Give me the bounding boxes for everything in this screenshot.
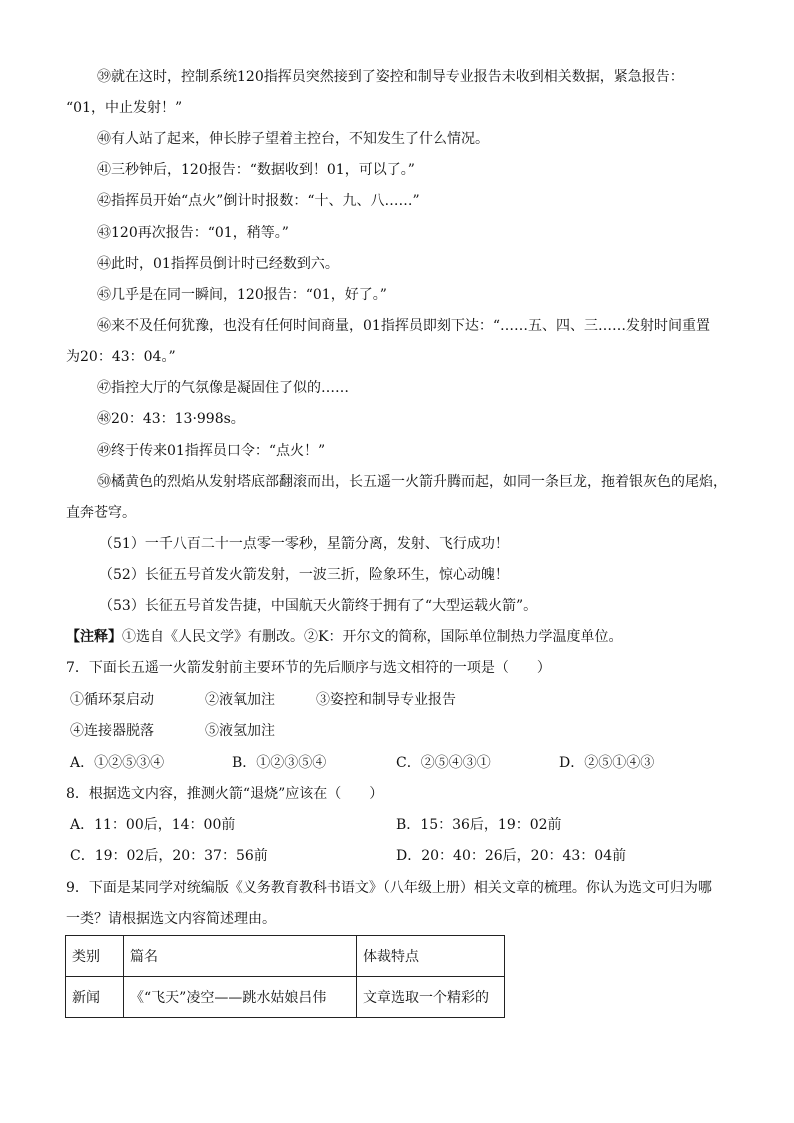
q8-option-d: D．20：40：26后，20：43：04前	[396, 848, 627, 864]
q7-option-c: C．②⑤④③①	[396, 755, 491, 771]
q7-item-5: ⑤液氢加注	[205, 723, 275, 739]
table-cell: 新闻	[66, 977, 124, 1018]
paragraph-46: ㊻来不及任何犹豫，也没有任何时间商量，01指挥员即刻下达：“……五、四、三……发射时间重置	[97, 318, 710, 334]
q7-item-2: ②液氧加注	[205, 692, 275, 708]
paragraph-39-cont: “01，中止发射！”	[66, 100, 183, 116]
question-8-stem: 8．根据选文内容，推测火箭“退烧”应该在（ ）	[66, 786, 384, 802]
paragraph-50: ㊿橘黄色的烈焰从发射塔底部翻滚而出，长五遥一火箭升腾而起，如同一条巨龙，拖着银灰色的尾焰，	[97, 474, 727, 490]
q8-option-c: C．19：02后，20：37：56前	[70, 848, 268, 864]
table-header-cell: 篇名	[124, 936, 357, 977]
table-header-cell: 类别	[66, 936, 124, 977]
paragraph-41: ㊶三秒钟后，120报告：“数据收到！01，可以了。”	[97, 162, 415, 178]
paragraph-43: ㊸120再次报告：“01，稍等。”	[97, 225, 289, 241]
question-9-stem-line2: 一类？请根据选文内容简述理由。	[66, 911, 276, 927]
paragraph-46-cont: 为20：43：04。”	[66, 349, 176, 365]
paragraph-45: ㊺几乎是在同一瞬间，120报告：“01，好了。”	[97, 287, 387, 303]
table-cell: 《“飞天”凌空——跳水姑娘吕伟	[124, 977, 357, 1018]
paragraph-53: （53）长征五号首发告捷，中国航天火箭终于拥有了“大型运载火箭”。	[99, 598, 538, 614]
q8-option-a: A．11：00后，14：00前	[70, 817, 236, 833]
paragraph-47: ㊼指控大厅的气氛像是凝固住了似的……	[97, 380, 349, 396]
q7-option-a: A．①②⑤③④	[70, 755, 165, 771]
paragraph-39: ㊴就在这时，控制系统120指挥员突然接到了姿控和制导专业报告未收到相关数据，紧急报告：	[97, 69, 684, 85]
paragraph-51: （51）一千八百二十一点零一零秒，星箭分离，发射、飞行成功！	[99, 536, 509, 552]
paragraph-40: ㊵有人站了起来，伸长脖子望着主控台，不知发生了什么情况。	[97, 131, 489, 147]
question-9-stem-line1: 9．下面是某同学对统编版《义务教育教科书语文》（八年级上册）相关文章的梳理。你认为选文可归为哪	[66, 880, 712, 896]
q8-option-b: B．15：36后，19：02前	[396, 817, 562, 833]
table-header-row	[66, 936, 505, 977]
annotation-label: 【注释】	[66, 629, 122, 645]
paragraph-50-cont: 直奔苍穹。	[66, 505, 136, 521]
q7-item-3: ③姿控和制导专业报告	[316, 692, 456, 708]
genre-table	[65, 935, 505, 1018]
paragraph-52: （52）长征五号首发火箭发射，一波三折，险象环生，惊心动魄！	[99, 567, 509, 583]
q7-option-d: D．②⑤①④③	[559, 755, 655, 771]
table-header-cell: 体裁特点	[357, 936, 505, 977]
annotation-text: ①选自《人民文学》有删改。②K：开尔文的简称，国际单位制热力学温度单位。	[122, 629, 623, 645]
paragraph-42: ㊷指挥员开始“点火”倒计时报数：“十、九、八……”	[97, 193, 420, 209]
question-7-stem: 7．下面长五遥一火箭发射前主要环节的先后顺序与选文相符的一项是（ ）	[66, 660, 551, 676]
q7-item-4: ④连接器脱落	[70, 723, 154, 739]
table-cell: 文章选取一个精彩的	[357, 977, 505, 1018]
q7-option-b: B．①②③⑤④	[232, 755, 327, 771]
table-row	[66, 977, 505, 1018]
paragraph-48: ㊽20：43：13·998s。	[97, 411, 245, 427]
annotation-note	[66, 628, 622, 646]
paragraph-49: ㊾终于传来01指挥员口令：“点火！”	[97, 443, 326, 459]
q7-item-1: ①循环泵启动	[70, 692, 154, 708]
paragraph-44: ㊹此时，01指挥员倒计时已经数到六。	[97, 256, 339, 272]
